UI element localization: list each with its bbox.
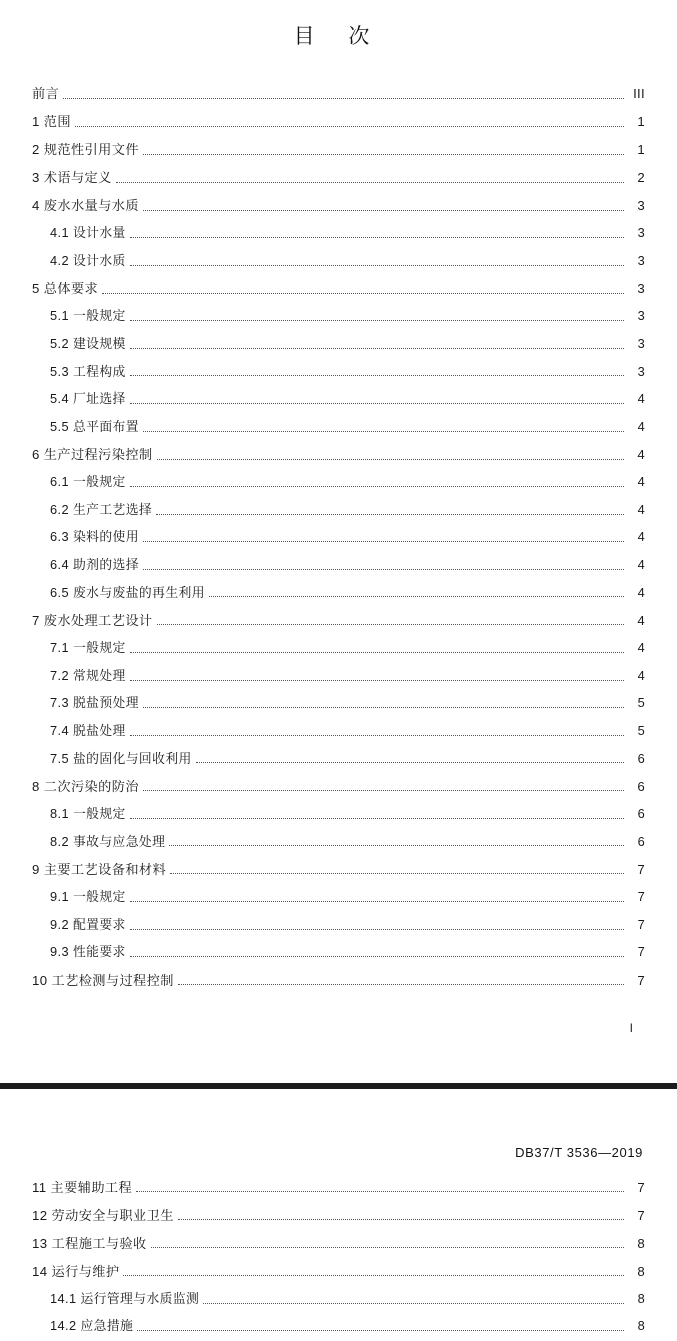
toc-entry-label: 4 废水水量与水质: [32, 198, 139, 214]
toc-entry-page-number: 2: [637, 170, 645, 186]
toc-entry-label: 5.5 总平面布置: [50, 418, 139, 434]
toc-entry-label: 7 废水处理工艺设计: [32, 613, 153, 629]
toc-entry-page-number: 4: [637, 474, 645, 490]
toc-entry[interactable]: [32, 192, 645, 220]
toc-entry[interactable]: [32, 248, 645, 276]
toc-entry-page-number: 7: [637, 862, 645, 878]
toc-leader-dots: [130, 894, 624, 902]
toc-entry[interactable]: [32, 662, 645, 690]
toc-entry[interactable]: [32, 635, 645, 663]
toc-entry[interactable]: [32, 828, 645, 856]
toc-entry-page-number: 8: [637, 1235, 645, 1251]
toc-entry-label: 3 术语与定义: [32, 170, 112, 186]
toc-entry[interactable]: [32, 164, 645, 192]
toc-entry[interactable]: [32, 80, 645, 108]
toc-entry-page-number: 4: [637, 418, 645, 434]
toc-leader-dots: [130, 479, 624, 487]
toc-leader-dots: [143, 534, 624, 542]
toc-leader-dots: [151, 1240, 624, 1248]
toc-entry[interactable]: [32, 1230, 645, 1258]
toc-entry[interactable]: [32, 386, 645, 414]
toc-leader-dots: [196, 755, 624, 763]
toc-entry-label: 5.2 建设规模: [50, 336, 126, 352]
toc-entry-page-number: III: [633, 86, 645, 102]
toc-entry[interactable]: [32, 718, 645, 746]
toc-leader-dots: [143, 147, 624, 155]
toc-entry[interactable]: [32, 745, 645, 773]
page-title: 目 次: [293, 25, 384, 48]
toc-leader-dots: [102, 286, 624, 294]
toc-entry-page-number: 5: [637, 722, 645, 738]
toc-entry-label: 12 劳动安全与职业卫生: [32, 1207, 174, 1223]
page-bottom-margin: [0, 1035, 677, 1083]
toc-entry[interactable]: [32, 469, 645, 497]
toc-leader-dots: [143, 203, 624, 211]
toc-leader-dots: [130, 811, 624, 819]
toc-entry[interactable]: [32, 911, 645, 939]
toc-entry-page-number: 7: [637, 889, 645, 905]
toc-leader-dots: [143, 783, 624, 791]
toc-leader-dots: [203, 1296, 624, 1304]
toc-leader-dots: [169, 838, 624, 846]
toc-leader-dots: [130, 673, 624, 681]
toc-leader-dots: [130, 728, 624, 736]
toc-entry[interactable]: [32, 579, 645, 607]
toc-entry-label: 6.5 废水与废盐的再生利用: [50, 584, 205, 600]
toc-leader-dots: [116, 175, 624, 183]
toc-leader-dots: [130, 949, 624, 957]
toc-entry-label: 8 二次污染的防治: [32, 779, 139, 795]
toc-leader-dots: [130, 922, 624, 930]
toc-entry-label: 8.1 一般规定: [50, 806, 126, 822]
toc-leader-dots: [130, 368, 624, 376]
toc-entry-page-number: 5: [637, 695, 645, 711]
toc-leader-dots: [178, 1212, 624, 1220]
toc-entry-page-number: 4: [637, 529, 645, 545]
toc-entry[interactable]: [32, 220, 645, 248]
toc-leader-dots: [75, 119, 624, 127]
toc-entry-page-number: 4: [637, 391, 645, 407]
toc-entry[interactable]: [32, 497, 645, 525]
toc-leader-dots: [130, 341, 624, 349]
toc-leader-dots: [123, 1268, 624, 1276]
toc-entry[interactable]: [32, 441, 645, 469]
toc-entry-page-number: 7: [637, 972, 645, 988]
toc-leader-dots: [156, 507, 624, 515]
toc-leader-dots: [157, 452, 625, 460]
toc-entry-label: 5.3 工程构成: [50, 363, 126, 379]
toc-entry[interactable]: [32, 1313, 645, 1341]
toc-entry-page-number: 4: [637, 613, 645, 629]
toc-entry-page-number: 4: [637, 501, 645, 517]
toc-entry-page-number: 4: [637, 584, 645, 600]
toc-entry[interactable]: [32, 939, 645, 967]
toc-entry-page-number: 6: [637, 750, 645, 766]
toc-entry-label: 1 范围: [32, 114, 71, 130]
toc-entry-page-number: 8: [637, 1318, 645, 1334]
toc-entry[interactable]: [32, 1174, 645, 1202]
toc-entry-page-number: 6: [637, 806, 645, 822]
toc-entry[interactable]: [32, 524, 645, 552]
toc-entry-label: 9.2 配置要求: [50, 916, 126, 932]
toc-entry[interactable]: [32, 358, 645, 386]
toc-leader-dots: [130, 313, 624, 321]
toc-leader-dots: [136, 1184, 624, 1192]
toc-entry[interactable]: [32, 331, 645, 359]
toc-entry-page-number: 8: [637, 1290, 645, 1306]
toc-entry-label: 5.4 厂址选择: [50, 391, 126, 407]
toc-entry[interactable]: [32, 884, 645, 912]
toc-entry-label: 8.2 事故与应急处理: [50, 833, 166, 849]
toc-entry-label: 7.4 脱盐处理: [50, 722, 126, 738]
toc-entry-label: 9.3 性能要求: [50, 944, 126, 960]
toc-entry-page-number: 3: [637, 308, 645, 324]
toc-leader-dots: [209, 589, 624, 597]
toc-entry-page-number: 4: [637, 640, 645, 656]
toc-entry-label: 13 工程施工与验收: [32, 1235, 147, 1251]
toc-entry[interactable]: [32, 108, 645, 136]
toc-entry-label: 6.4 助剂的选择: [50, 557, 139, 573]
toc-leader-dots: [143, 424, 624, 432]
toc-entry-page-number: 3: [637, 225, 645, 241]
toc-page-2: [0, 1089, 677, 1341]
toc-leader-dots: [130, 396, 624, 404]
toc-entry-page-number: 3: [637, 336, 645, 352]
toc-entry-label: 7.2 常规处理: [50, 667, 126, 683]
toc-entry[interactable]: [32, 413, 645, 441]
toc-entry[interactable]: [32, 773, 645, 801]
toc-entry-page-number: 7: [637, 916, 645, 932]
toc-entry-page-number: 3: [637, 363, 645, 379]
toc-entry-label: 14.1 运行管理与水质监测: [50, 1290, 200, 1306]
toc-entry-page-number: 4: [637, 557, 645, 573]
toc-entry-label: 7.1 一般规定: [50, 640, 126, 656]
toc-entry[interactable]: [32, 1202, 645, 1230]
toc-list-page-1: [32, 80, 645, 995]
toc-entry-page-number: 3: [637, 252, 645, 268]
toc-entry-label: 14.2 应急措施: [50, 1318, 134, 1334]
toc-entry-label: 前言: [32, 86, 60, 102]
toc-entry-page-number: 4: [637, 667, 645, 683]
document-standard-number: DB37/T 3536—2019: [515, 1144, 643, 1160]
toc-entry-label: 2 规范性引用文件: [32, 142, 139, 158]
toc-entry-page-number: 6: [637, 779, 645, 795]
toc-entry-label: 14 运行与维护: [32, 1263, 120, 1279]
toc-entry-page-number: 4: [637, 447, 645, 463]
toc-entry-page-number: 7: [637, 1207, 645, 1223]
toc-entry[interactable]: [32, 856, 645, 884]
toc-leader-dots: [143, 700, 624, 708]
toc-leader-dots: [130, 258, 624, 266]
toc-leader-dots: [170, 866, 624, 874]
toc-entry-label: 7.5 盐的固化与回收利用: [50, 750, 192, 766]
toc-entry[interactable]: [32, 967, 645, 995]
toc-entry-label: 9.1 一般规定: [50, 889, 126, 905]
toc-entry-page-number: 1: [637, 114, 645, 130]
toc-entry-label: 6 生产过程污染控制: [32, 447, 153, 463]
toc-entry-label: 10 工艺检测与过程控制: [32, 972, 174, 988]
toc-entry-label: 7.3 脱盐预处理: [50, 695, 139, 711]
toc-entry-label: 4.1 设计水量: [50, 225, 126, 241]
toc-entry-page-number: 8: [637, 1263, 645, 1279]
toc-list-page-2: [32, 1174, 645, 1341]
toc-entry-label: 4.2 设计水质: [50, 252, 126, 268]
toc-entry[interactable]: [32, 275, 645, 303]
toc-leader-dots: [178, 977, 624, 985]
toc-entry-page-number: 3: [637, 198, 645, 214]
toc-entry-label: 6.2 生产工艺选择: [50, 501, 153, 517]
toc-entry[interactable]: [32, 136, 645, 164]
toc-entry[interactable]: [32, 607, 645, 635]
toc-entry[interactable]: [32, 552, 645, 580]
toc-leader-dots: [130, 645, 624, 653]
toc-entry-page-number: 7: [637, 944, 645, 960]
toc-leader-dots: [157, 617, 625, 625]
toc-entry-label: 11 主要辅助工程: [32, 1179, 133, 1195]
page-folio: I: [629, 1020, 633, 1035]
toc-leader-dots: [130, 230, 624, 238]
toc-entry-label: 9 主要工艺设备和材料: [32, 862, 167, 878]
toc-entry[interactable]: [32, 303, 645, 331]
toc-leader-dots: [143, 562, 624, 570]
toc-entry-page-number: 6: [637, 833, 645, 849]
toc-entry-page-number: 1: [637, 142, 645, 158]
toc-entry-page-number: 3: [637, 281, 645, 297]
toc-entry[interactable]: [32, 1258, 645, 1286]
toc-entry-label: 5 总体要求: [32, 281, 99, 297]
toc-entry[interactable]: [32, 801, 645, 829]
toc-entry-page-number: 7: [637, 1179, 645, 1195]
toc-leader-dots: [137, 1323, 624, 1331]
toc-entry[interactable]: [32, 690, 645, 718]
toc-leader-dots: [63, 91, 624, 99]
toc-entry-label: 6.3 染料的使用: [50, 529, 139, 545]
toc-entry-label: 5.1 一般规定: [50, 308, 126, 324]
toc-entry-label: 6.1 一般规定: [50, 474, 126, 490]
